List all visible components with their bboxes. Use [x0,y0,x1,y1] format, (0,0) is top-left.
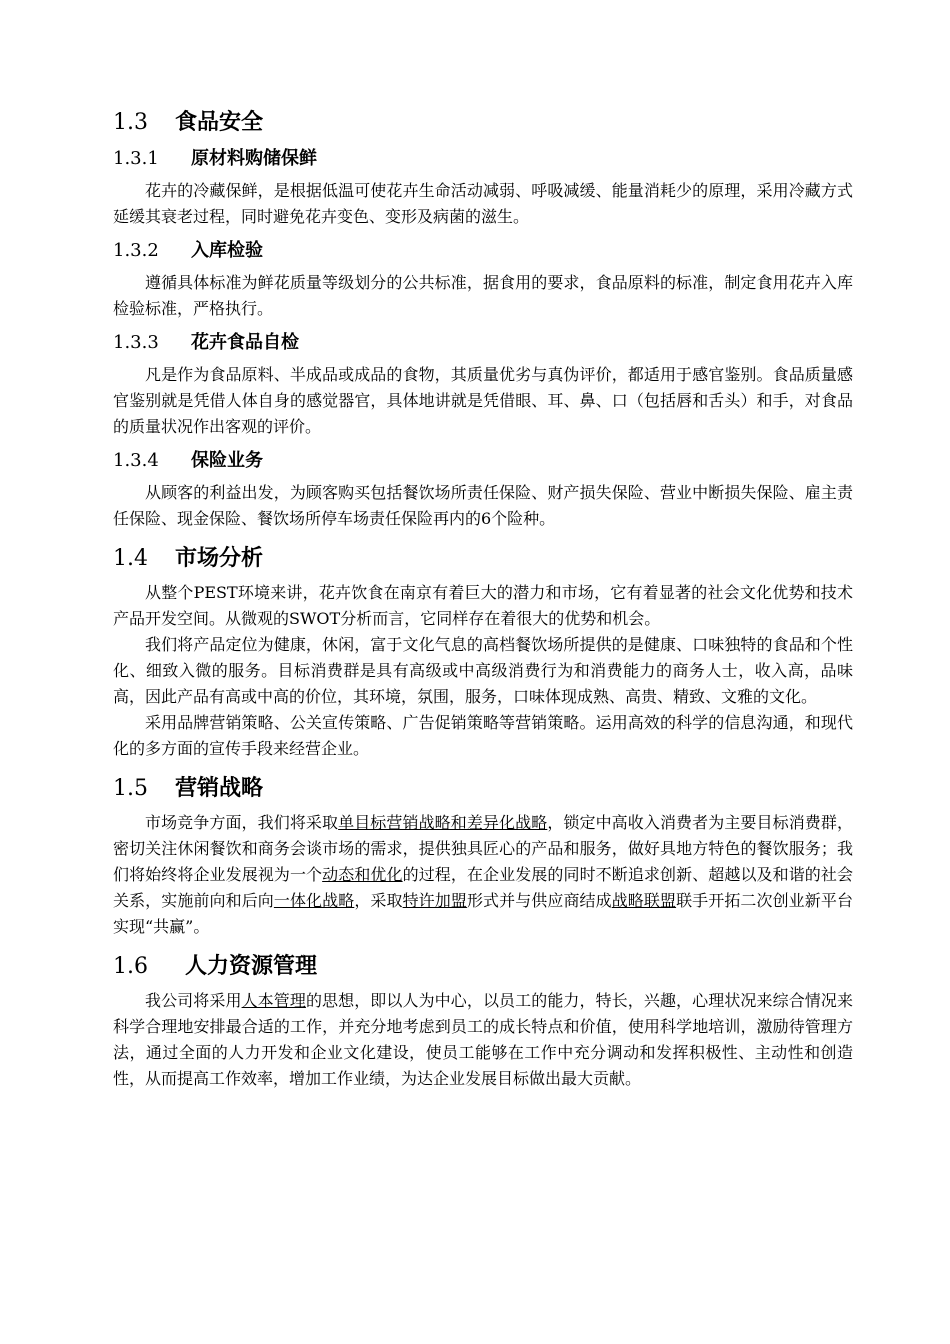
heading-1-3-1 [113,146,853,172]
heading-title: 原材料购储保鲜 [191,148,317,169]
paragraph [113,810,853,940]
text-run: 我公司将采用 [145,991,242,1010]
heading-title: 食品安全 [175,110,264,135]
paragraph: 凡是作为食品原料、半成品或成品的食物，其质量优劣与真伪评价，都适用于感官鉴别。食品质量感官鉴别就是凭借人体自身的感觉器官，具体地讲就是凭借眼、耳、鼻、口（包括唇和舌头）和手，对食品的质量状况作出客观的评价。 [113,365,853,436]
heading-number: 1.3.4 [113,450,159,471]
paragraph: 遵循具体标准为鲜花质量等级划分的公共标准，据食用的要求，食品原料的标准，制定食用花卉入库检验标准，严格执行。 [113,273,853,318]
heading-title: 营销战略 [175,776,264,801]
underlined-term: 一体化战略 [273,891,355,910]
underlined-term: 动态和优化 [322,865,403,884]
document-body [113,108,853,1092]
heading-1-3 [113,108,853,138]
heading-number: 1.6 [113,954,148,979]
heading-1-5 [113,774,853,804]
paragraph: 从整个PEST环境来讲，花卉饮食在南京有着巨大的潜力和市场，它有着显著的社会文化优势和技术产品开发空间。从微观的SWOT分析而言，它同样存在着很大的优势和机会。 [113,583,853,628]
underlined-term: 人本管理 [241,991,306,1010]
heading-1-3-4 [113,448,853,474]
heading-title: 入库检验 [191,240,263,261]
heading-1-4 [113,544,853,574]
paragraph: 采用品牌营销策略、公关宣传策略、广告促销策略等营销策略。运用高效的科学的信息沟通，和现代化的多方面的宣传手段来经营企业。 [113,713,853,758]
text-run: 的思想，即以人为中心，以员工的能力，特长，兴趣，心理状况来综合情况来科学合理地安排最合适的工作，并充分地考虑到员工的成长特点和价值，使用科学地培训，激励待管理方法，通过全面的人力开发和企业文化建设，使员工能够在工作中充分调动和发挥积极性、主动性和创造性，从而提高工作效率，增加工作业绩，为达企业发展目标做出最大贡献。 [113,991,853,1088]
underlined-term: 特许加盟 [402,891,467,910]
heading-title: 保险业务 [191,450,263,471]
text-run: 的过程，在企业发展的同时不断追求创新、超越以及和谐的社会关系，实施前向和后向 [113,865,853,910]
heading-number: 1.3.2 [113,240,159,261]
paragraph [113,988,853,1092]
paragraph: 我们将产品定位为健康，休闲，富于文化气息的高档餐饮场所提供的是健康、口味独特的食品和个性化、细致入微的服务。目标消费群是具有高级或中高级消费行为和消费能力的商务人士，收入高，品味高，因此产品有高或中高的价位，其环境，氛围，服务，口味体现成熟、高贵、精致、文雅的文化。 [113,635,853,706]
text-run: ，锁定中高收入消费者为主要目标消费群，密切关注休闲餐饮和商务会谈市场的需求，提供独具匠心的产品和服务，做好具地方特色的餐饮服务；我们将始终将企业发展视为一个 [113,813,853,884]
heading-title: 花卉食品自检 [191,332,299,353]
underlined-term: 战略联盟 [611,891,677,910]
heading-1-6 [113,952,853,982]
text-run: 联手开拓二次创业新平台实现“共赢”。 [113,891,853,936]
paragraph: 从顾客的利益出发，为顾客购买包括餐饮场所责任保险、财产损失保险、营业中断损失保险、雇主责任保险、现金保险、餐饮场所停车场责任保险再内的6个险种。 [113,483,853,528]
heading-title: 市场分析 [175,546,264,571]
text-run: 市场竞争方面，我们将采取 [145,813,339,832]
heading-number: 1.3.1 [113,148,159,169]
paragraph: 花卉的冷藏保鲜，是根据低温可使花卉生命活动减弱、呼吸减缓、能量消耗少的原理，采用冷藏方式延缓其衰老过程，同时避免花卉变色、变形及病菌的滋生。 [113,181,853,226]
heading-1-3-3 [113,330,853,356]
heading-number: 1.3.3 [113,332,159,353]
text-run: ，采取 [354,891,403,910]
heading-title: 人力资源管理 [185,954,318,979]
underlined-term: 单目标营销战略和差异化战略 [338,813,548,832]
heading-number: 1.3 [113,110,148,135]
heading-number: 1.5 [113,776,148,801]
heading-1-3-2 [113,238,853,264]
text-run: 形式并与供应商结成 [466,891,612,910]
heading-number: 1.4 [113,546,148,571]
